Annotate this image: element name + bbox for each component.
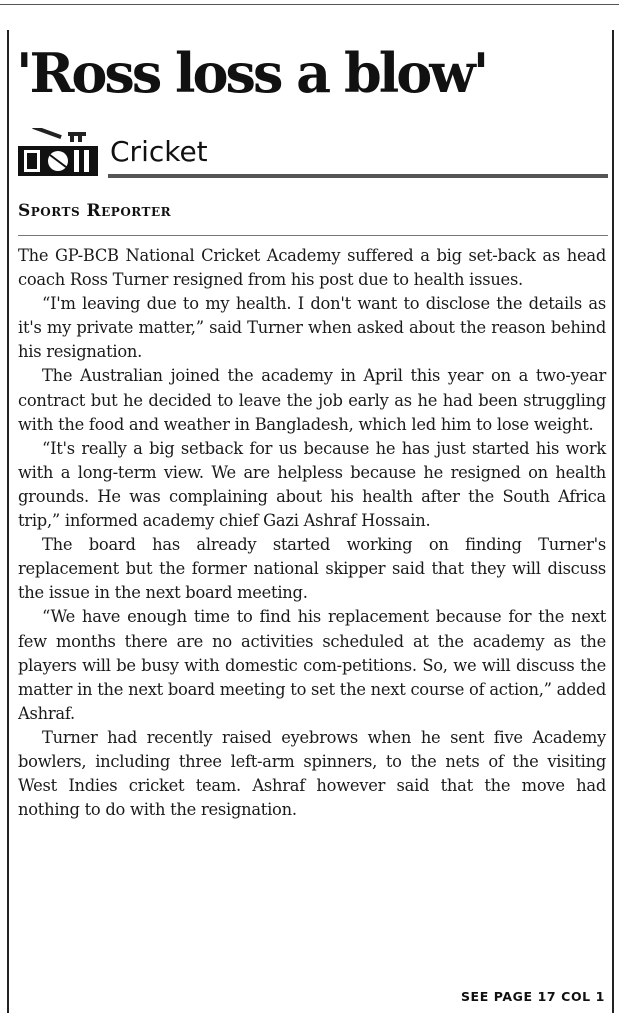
paragraph: Turner had recently raised eyebrows when he sent five Academy bowlers, including three left-arm spinners, to the nets of the visiting West Indies cricket team. Ashraf however said that the move had nothing to do with the resignation. <box>18 727 606 820</box>
column-rule-right <box>612 30 614 1013</box>
paragraph: The GP-BCB National Cricket Academy suffered a big set-back as head coach Ross Turner resigned from his post due to health issues. <box>18 246 606 290</box>
section-rule <box>108 174 608 178</box>
column-rule-left <box>7 30 9 1013</box>
byline: Sports Reporter <box>18 201 172 221</box>
jump-line: SEE PAGE 17 COL 1 <box>460 989 605 1004</box>
section-label: Cricket <box>110 135 208 168</box>
paragraph: “It's really a big setback for us because he has just started his work with a long-term view. We are helpless because he resigned on health grounds. He was complaining about his health after the South Africa trip,” informed academy chief Gazi Ashraf Hossain. <box>18 438 606 531</box>
byline-rule <box>18 235 608 236</box>
section-header <box>18 128 608 180</box>
article-body <box>18 244 606 822</box>
headline: 'Ross loss a blow' <box>16 41 487 105</box>
paragraph: The Australian joined the academy in April this year on a two-year contract but he decided to leave the job early as he had been struggling with the food and weather in Bangladesh, which led him to lose weight. <box>18 366 606 434</box>
top-rule <box>0 4 619 5</box>
paragraph: “I'm leaving due to my health. I don't want to disclose the details as it's my private matter,” said Turner when asked about the reason behind his resignation. <box>18 294 606 362</box>
paragraph: “We have enough time to find his replacement because for the next few months there are no activities scheduled at the academy as the players will be busy with domestic com-petitions. So, we will discuss the matter in the next board meeting to set the next course of action,” added Ashraf. <box>18 607 606 723</box>
cricket-bat-ball-icon <box>18 128 106 176</box>
paragraph: The board has already started working on finding Turner's replacement but the former national skipper said that they will discuss the issue in the next board meeting. <box>18 535 606 603</box>
